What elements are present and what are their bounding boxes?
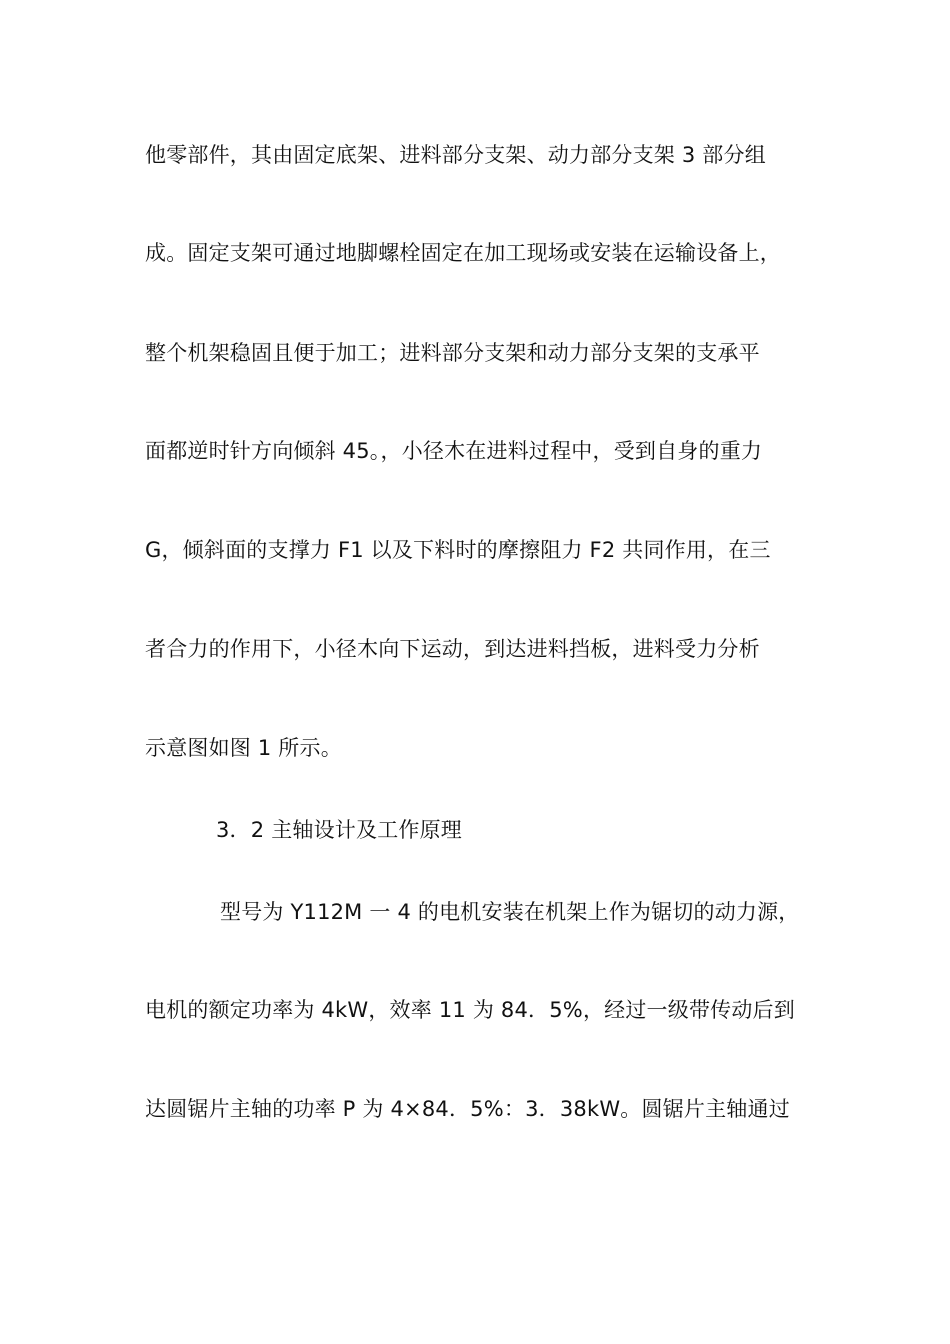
paragraph-line-4: 面都逆时针方向倾斜 45。，小径木在进料过程中，受到自身的重力 (145, 439, 763, 463)
paragraph-line-6: 者合力的作用下，小径木向下运动，到达进料挡板，进料受力分析 (145, 637, 760, 661)
paragraph2-line-2: 电机的额定功率为 4kW，效率 11 为 84．5%，经过一级带传动后到 (145, 998, 795, 1022)
paragraph-line-7: 示意图如图 1 所示。 (145, 736, 342, 760)
paragraph2-line-3: 达圆锯片主轴的功率 P 为 4×84．5%：3．38kW。圆锯片主轴通过 (145, 1097, 790, 1121)
paragraph-line-1: 他零部件，其由固定底架、进料部分支架、动力部分支架 3 部分组 (145, 143, 766, 167)
paragraph2-line-1: 型号为 Y112M 一 4 的电机安装在机架上作为锯切的动力源， (220, 900, 800, 924)
paragraph-line-5: G，倾斜面的支撑力 F1 以及下料时的摩擦阻力 F2 共同作用，在三 (145, 538, 771, 562)
paragraph-line-3: 整个机架稳固且便于加工；进料部分支架和动力部分支架的支承平 (145, 341, 760, 365)
paragraph-line-2: 成。固定支架可通过地脚螺栓固定在加工现场或安装在运输设备上， (145, 241, 781, 265)
section-heading: 3．2 主轴设计及工作原理 (216, 818, 462, 842)
